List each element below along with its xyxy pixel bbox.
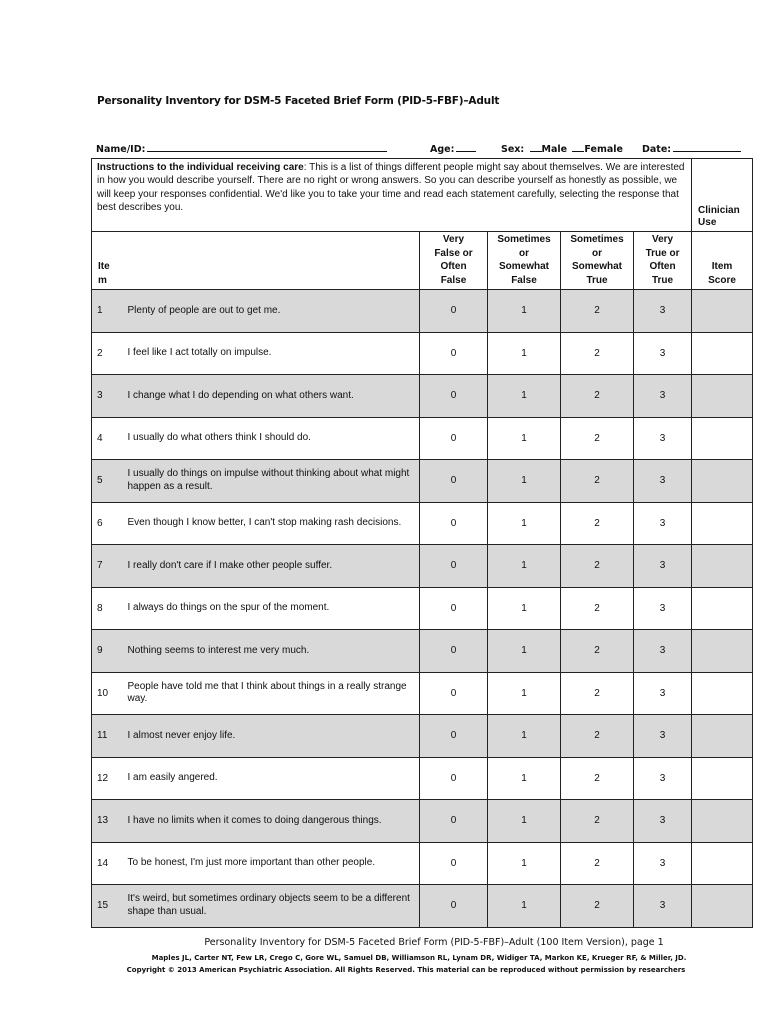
very-false-header: Very False or Often False: [420, 232, 488, 290]
sometimes-true-option[interactable]: 2: [561, 885, 634, 928]
very-false-option[interactable]: 0: [420, 587, 488, 630]
item-statement: I feel like I act totally on impulse.: [128, 332, 420, 375]
very-true-option[interactable]: 3: [634, 757, 692, 800]
sometimes-true-option[interactable]: 2: [561, 587, 634, 630]
very-false-option[interactable]: 0: [420, 417, 488, 460]
sometimes-false-option[interactable]: 1: [488, 630, 561, 673]
sometimes-true-option[interactable]: 2: [561, 800, 634, 843]
female-blank[interactable]: [572, 142, 584, 152]
sometimes-false-option[interactable]: 1: [488, 800, 561, 843]
age-blank[interactable]: [456, 142, 476, 152]
very-true-option[interactable]: 3: [634, 587, 692, 630]
sometimes-true-option[interactable]: 2: [561, 332, 634, 375]
item-statement: I change what I do depending on what others want.: [128, 375, 420, 418]
very-false-option[interactable]: 0: [420, 715, 488, 758]
item-score-cell[interactable]: [692, 587, 753, 630]
instructions-row: [92, 159, 753, 232]
item-row: [92, 715, 753, 758]
female-label: Female: [584, 144, 623, 155]
very-true-option[interactable]: 3: [634, 715, 692, 758]
clinician-use-header: Clinician Use: [692, 159, 753, 232]
item-number: 6: [92, 502, 128, 545]
item-row: [92, 842, 753, 885]
item-score-cell[interactable]: [692, 332, 753, 375]
sometimes-false-option[interactable]: 1: [488, 757, 561, 800]
sometimes-true-option[interactable]: 2: [561, 630, 634, 673]
sometimes-true-option[interactable]: 2: [561, 417, 634, 460]
item-statement: I am easily angered.: [128, 757, 420, 800]
very-false-option[interactable]: 0: [420, 672, 488, 715]
instructions-cell: [92, 159, 692, 232]
very-false-option[interactable]: 0: [420, 630, 488, 673]
very-true-option[interactable]: 3: [634, 375, 692, 418]
item-statement: Plenty of people are out to get me.: [128, 290, 420, 333]
item-row: [92, 757, 753, 800]
sometimes-true-option[interactable]: 2: [561, 290, 634, 333]
item-score-cell[interactable]: [692, 290, 753, 333]
item-row: [92, 672, 753, 715]
sometimes-false-option[interactable]: 1: [488, 332, 561, 375]
item-statement: I have no limits when it comes to doing dangerous things.: [128, 800, 420, 843]
sometimes-true-option[interactable]: 2: [561, 715, 634, 758]
item-score-cell[interactable]: [692, 757, 753, 800]
sometimes-false-option[interactable]: 1: [488, 502, 561, 545]
item-statement: I usually do things on impulse without thinking about what might happen as a result.: [128, 460, 420, 503]
item-row: [92, 290, 753, 333]
item-row: [92, 587, 753, 630]
item-row: [92, 502, 753, 545]
respondent-info-line: [96, 142, 746, 156]
item-score-cell[interactable]: [692, 545, 753, 588]
item-row: [92, 885, 753, 928]
item-score-cell[interactable]: [692, 842, 753, 885]
very-false-option[interactable]: 0: [420, 757, 488, 800]
very-true-header: Very True or Often True: [634, 232, 692, 290]
date-blank[interactable]: [673, 142, 741, 152]
sometimes-false-option[interactable]: 1: [488, 460, 561, 503]
item-score-header: Item Score: [692, 232, 753, 290]
item-number: 9: [92, 630, 128, 673]
male-blank[interactable]: [530, 142, 542, 152]
very-true-option[interactable]: 3: [634, 502, 692, 545]
name-id-blank[interactable]: [147, 142, 387, 152]
item-score-cell[interactable]: [692, 375, 753, 418]
very-true-option[interactable]: 3: [634, 800, 692, 843]
item-statement: I usually do what others think I should do.: [128, 417, 420, 460]
sometimes-true-header: Sometimes or Somewhat True: [561, 232, 634, 290]
item-statement: To be honest, I'm just more important than other people.: [128, 842, 420, 885]
footer-authors: Maples JL, Carter NT, Few LR, Crego C, Gore WL, Samuel DB, Williamson RL, Lynam DR, Widiger TA, Markon KE, Krueger RF, & Miller, JD.: [151, 954, 687, 962]
inventory-table: [91, 158, 753, 928]
very-false-option[interactable]: 0: [420, 375, 488, 418]
item-number: 12: [92, 757, 128, 800]
very-false-option[interactable]: 0: [420, 332, 488, 375]
very-true-option[interactable]: 3: [634, 672, 692, 715]
item-column-header: Ite m: [92, 232, 128, 290]
item-score-cell[interactable]: [692, 885, 753, 928]
sometimes-true-option[interactable]: 2: [561, 460, 634, 503]
item-row: [92, 417, 753, 460]
date-field[interactable]: [642, 142, 741, 155]
very-false-option[interactable]: 0: [420, 502, 488, 545]
item-statement: Nothing seems to interest me very much.: [128, 630, 420, 673]
name-id-field[interactable]: [96, 142, 387, 155]
item-statement: It's weird, but sometimes ordinary objects seem to be a different shape than usual.: [128, 885, 420, 928]
sometimes-true-option[interactable]: 2: [561, 842, 634, 885]
very-true-option[interactable]: 3: [634, 460, 692, 503]
sometimes-false-option[interactable]: 1: [488, 545, 561, 588]
item-row: [92, 630, 753, 673]
sometimes-true-option[interactable]: 2: [561, 757, 634, 800]
item-score-cell[interactable]: [692, 502, 753, 545]
footer-title: Personality Inventory for DSM-5 Faceted Brief Form (PID-5-FBF)–Adult (100 Item Version), page 1: [204, 937, 664, 948]
very-false-option[interactable]: 0: [420, 290, 488, 333]
item-row: [92, 332, 753, 375]
item-score-cell[interactable]: [692, 460, 753, 503]
very-false-option[interactable]: 0: [420, 842, 488, 885]
item-number: 8: [92, 587, 128, 630]
very-false-option[interactable]: 0: [420, 460, 488, 503]
item-number: 2: [92, 332, 128, 375]
item-number: 7: [92, 545, 128, 588]
item-number: 4: [92, 417, 128, 460]
instructions-text: [92, 159, 691, 214]
age-field[interactable]: [430, 142, 476, 155]
very-true-option[interactable]: 3: [634, 885, 692, 928]
date-label: Date:: [642, 144, 672, 155]
sometimes-false-option[interactable]: 1: [488, 417, 561, 460]
item-number: 11: [92, 715, 128, 758]
item-number: 13: [92, 800, 128, 843]
very-true-option[interactable]: 3: [634, 842, 692, 885]
very-true-option[interactable]: 3: [634, 630, 692, 673]
very-true-option[interactable]: 3: [634, 332, 692, 375]
age-label: Age:: [430, 144, 455, 155]
item-number: 5: [92, 460, 128, 503]
item-statement: I always do things on the spur of the moment.: [128, 587, 420, 630]
statement-column-header: [128, 232, 420, 290]
male-label: Male: [541, 144, 568, 155]
very-true-option[interactable]: 3: [634, 290, 692, 333]
sometimes-false-option[interactable]: 1: [488, 672, 561, 715]
item-statement: Even though I know better, I can't stop making rash decisions.: [128, 502, 420, 545]
very-false-option[interactable]: 0: [420, 800, 488, 843]
sometimes-false-option[interactable]: 1: [488, 290, 561, 333]
item-statement: I almost never enjoy life.: [128, 715, 420, 758]
sometimes-false-option[interactable]: 1: [488, 842, 561, 885]
sometimes-false-option[interactable]: 1: [488, 885, 561, 928]
sometimes-false-header: Sometimes or Somewhat False: [488, 232, 561, 290]
item-score-cell[interactable]: [692, 715, 753, 758]
item-row: [92, 800, 753, 843]
sometimes-true-option[interactable]: 2: [561, 375, 634, 418]
item-score-cell[interactable]: [692, 800, 753, 843]
form-title: Personality Inventory for DSM-5 Faceted Brief Form (PID-5-FBF)–Adult: [97, 95, 500, 107]
footer-copyright: Copyright © 2013 American Psychiatric Association. All Rights Reserved. This material can be reproduced without permission by researchers: [126, 966, 686, 974]
sex-field: [501, 142, 623, 155]
item-score-cell[interactable]: [692, 630, 753, 673]
sometimes-true-option[interactable]: 2: [561, 672, 634, 715]
item-row: [92, 375, 753, 418]
very-true-option[interactable]: 3: [634, 417, 692, 460]
item-row: [92, 460, 753, 503]
item-score-cell[interactable]: [692, 672, 753, 715]
instructions-lead: Instructions to the individual receiving care: [97, 162, 304, 173]
sometimes-true-option[interactable]: 2: [561, 545, 634, 588]
item-statement: People have told me that I think about things in a really strange way.: [128, 672, 420, 715]
name-id-label: Name/ID:: [96, 144, 146, 155]
very-true-option[interactable]: 3: [634, 545, 692, 588]
item-number: 10: [92, 672, 128, 715]
instructions-body: : This is a list of things different people might say about themselves. We are interested in how you would describe yourself. There are no right or wrong answers. So you can describe yourself as honestly as possible, we will keep your responses confidential. We'd like you to take your time and read each statement carefully, selecting the response that best describes you.: [97, 162, 685, 213]
sometimes-true-option[interactable]: 2: [561, 502, 634, 545]
item-number: 3: [92, 375, 128, 418]
very-false-option[interactable]: 0: [420, 545, 488, 588]
item-number: 1: [92, 290, 128, 333]
sometimes-false-option[interactable]: 1: [488, 375, 561, 418]
item-number: 15: [92, 885, 128, 928]
item-number: 14: [92, 842, 128, 885]
sex-label: Sex:: [501, 144, 525, 155]
column-header-row: [92, 232, 753, 290]
item-row: [92, 545, 753, 588]
item-statement: I really don't care if I make other people suffer.: [128, 545, 420, 588]
item-score-cell[interactable]: [692, 417, 753, 460]
sometimes-false-option[interactable]: 1: [488, 715, 561, 758]
sometimes-false-option[interactable]: 1: [488, 587, 561, 630]
very-false-option[interactable]: 0: [420, 885, 488, 928]
